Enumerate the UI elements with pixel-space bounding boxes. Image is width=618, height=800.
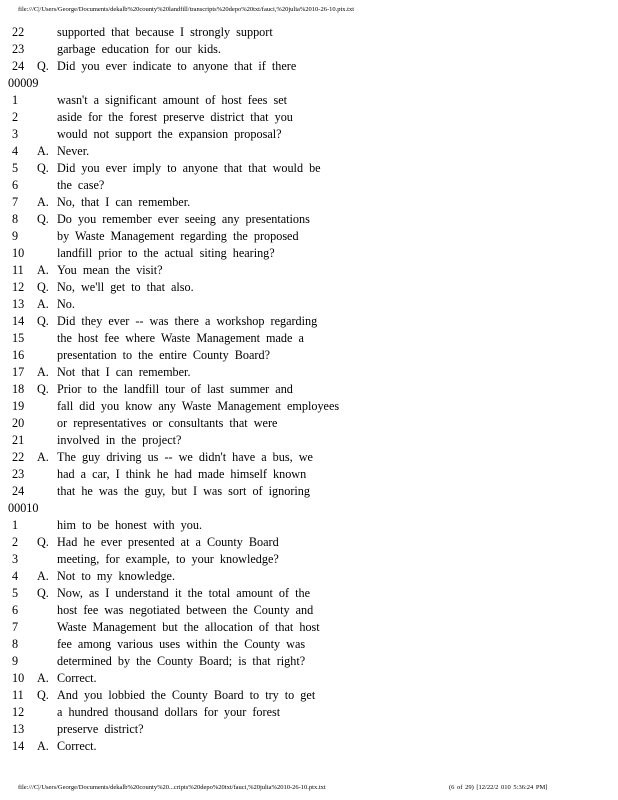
transcript-line <box>0 585 618 602</box>
line-number: 11 <box>12 688 24 702</box>
transcript-line <box>0 551 618 568</box>
transcript-line <box>0 194 618 211</box>
line-number: 5 <box>12 161 19 175</box>
transcript-line <box>0 534 618 551</box>
line-number: 5 <box>12 586 19 600</box>
header-file-path: file:///C|/Users/George/Documents/dekalb%20county%20landfill/transcripts%20depo%20txt/fauci,%20julia%2010-26-10.ptx.txt <box>18 6 355 13</box>
line-text: You mean the visit? <box>57 263 163 277</box>
speaker-label: A. <box>37 297 49 311</box>
transcript-line <box>0 313 618 330</box>
line-text: Now, as I understand it the total amount of the <box>57 586 310 600</box>
line-number: 20 <box>12 416 25 430</box>
line-text: fall did you know any Waste Management employees <box>57 399 340 413</box>
line-number: 14 <box>12 314 25 328</box>
line-text: would not support the expansion proposal? <box>57 127 282 141</box>
speaker-label: A. <box>37 195 49 209</box>
speaker-label: A. <box>37 739 49 753</box>
line-number: 16 <box>12 348 25 362</box>
line-text: Not that I can remember. <box>57 365 191 379</box>
speaker-label: Q. <box>37 161 49 175</box>
page-marker <box>0 75 618 92</box>
transcript-line <box>0 92 618 109</box>
line-number: 18 <box>12 382 25 396</box>
transcript-line <box>0 364 618 381</box>
transcript-line <box>0 483 618 500</box>
line-number: 13 <box>12 297 25 311</box>
transcript-line <box>0 381 618 398</box>
line-text: presentation to the entire County Board? <box>57 348 270 362</box>
line-number: 10 <box>12 671 25 685</box>
footer-page-info: (6 of 29) [12/22/2 010 5:36:24 PM] <box>449 784 548 791</box>
line-text: aside for the forest preserve district that you <box>57 110 293 124</box>
line-text: preserve district? <box>57 722 144 736</box>
line-number: 3 <box>12 552 19 566</box>
line-text: Prior to the landfill tour of last summer and <box>57 382 293 396</box>
speaker-label: Q. <box>37 280 49 294</box>
line-text: No. <box>57 297 75 311</box>
transcript-line <box>0 228 618 245</box>
page-marker <box>0 500 618 517</box>
transcript-line <box>0 126 618 143</box>
line-number: 2 <box>12 110 19 124</box>
line-number: 22 <box>12 450 25 464</box>
line-number: 23 <box>12 467 25 481</box>
line-number: 4 <box>12 144 19 158</box>
line-text: that he was the guy, but I was sort of ignoring <box>57 484 310 498</box>
line-text: meeting, for example, to your knowledge? <box>57 552 279 566</box>
line-text: No, we'll get to that also. <box>57 280 194 294</box>
line-text: involved in the project? <box>57 433 182 447</box>
line-number: 6 <box>12 603 19 617</box>
line-number: 1 <box>12 93 19 107</box>
transcript-line <box>0 449 618 466</box>
line-number: 3 <box>12 127 19 141</box>
line-text: the case? <box>57 178 105 192</box>
speaker-label: Q. <box>37 314 49 328</box>
transcript-line <box>0 738 618 755</box>
line-number: 4 <box>12 569 19 583</box>
line-text: Waste Management but the allocation of that host <box>57 620 320 634</box>
line-number: 19 <box>12 399 25 413</box>
line-text: by Waste Management regarding the proposed <box>57 229 299 243</box>
line-number: 21 <box>12 433 25 447</box>
line-text: Correct. <box>57 739 97 753</box>
transcript-line <box>0 347 618 364</box>
line-text: the host fee where Waste Management made a <box>57 331 304 345</box>
transcript-line <box>0 211 618 228</box>
line-number: 7 <box>12 195 19 209</box>
line-text: Did you ever imply to anyone that that would be <box>57 161 321 175</box>
line-number: 22 <box>12 25 25 39</box>
transcript-line <box>0 330 618 347</box>
transcript-line <box>0 466 618 483</box>
speaker-label: A. <box>37 144 49 158</box>
transcript-line <box>0 619 618 636</box>
transcript-line <box>0 653 618 670</box>
transcript-line <box>0 58 618 75</box>
transcript-line <box>0 670 618 687</box>
transcript-line <box>0 432 618 449</box>
line-number: 12 <box>12 705 25 719</box>
transcript-line <box>0 636 618 653</box>
speaker-label: Q. <box>37 59 49 73</box>
transcript-line <box>0 517 618 534</box>
transcript-line <box>0 398 618 415</box>
line-text: Do you remember ever seeing any presentations <box>57 212 310 226</box>
speaker-label: Q. <box>37 212 49 226</box>
line-number: 11 <box>12 263 24 277</box>
line-text: wasn't a significant amount of host fees set <box>57 93 287 107</box>
line-number: 12 <box>12 280 25 294</box>
line-text: And you lobbied the County Board to try to get <box>57 688 316 702</box>
transcript-line <box>0 160 618 177</box>
line-text: him to be honest with you. <box>57 518 202 532</box>
line-text: landfill prior to the actual siting hearing? <box>57 246 275 260</box>
line-number: 9 <box>12 654 19 668</box>
transcript-line <box>0 415 618 432</box>
line-text: host fee was negotiated between the County and <box>57 603 314 617</box>
speaker-label: A. <box>37 569 49 583</box>
line-text: Did they ever -- was there a workshop regarding <box>57 314 318 328</box>
transcript-line <box>0 24 618 41</box>
line-text: fee among various uses within the County was <box>57 637 306 651</box>
speaker-label: A. <box>37 263 49 277</box>
line-number: 13 <box>12 722 25 736</box>
transcript-line <box>0 245 618 262</box>
line-text: Never. <box>57 144 90 158</box>
line-number: 00009 <box>8 76 39 90</box>
transcript-line <box>0 41 618 58</box>
line-text: Correct. <box>57 671 97 685</box>
line-text: a hundred thousand dollars for your forest <box>57 705 281 719</box>
transcript-line <box>0 177 618 194</box>
speaker-label: Q. <box>37 586 49 600</box>
line-text: The guy driving us -- we didn't have a bus, we <box>57 450 313 464</box>
speaker-label: Q. <box>37 688 49 702</box>
line-text: Not to my knowledge. <box>57 569 175 583</box>
transcript-line <box>0 296 618 313</box>
line-text: or representatives or consultants that were <box>57 416 278 430</box>
line-number: 24 <box>12 59 25 73</box>
line-text: determined by the County Board; is that right? <box>57 654 306 668</box>
line-text: No, that I can remember. <box>57 195 191 209</box>
line-number: 15 <box>12 331 25 345</box>
footer-file-path: file:///C|/Users/George/Documents/dekalb%20county%20...cripts%20depo%20txt/fauci,%20julia%2010-26-10.ptx.txt <box>18 784 326 791</box>
line-number: 8 <box>12 212 19 226</box>
line-number: 1 <box>12 518 19 532</box>
line-number: 14 <box>12 739 25 753</box>
transcript-line <box>0 262 618 279</box>
speaker-label: A. <box>37 365 49 379</box>
transcript-body <box>0 24 618 755</box>
line-number: 6 <box>12 178 19 192</box>
transcript-line <box>0 109 618 126</box>
line-text: supported that because I strongly support <box>57 25 273 39</box>
line-number: 9 <box>12 229 19 243</box>
line-number: 00010 <box>8 501 39 515</box>
transcript-line <box>0 687 618 704</box>
transcript-line <box>0 721 618 738</box>
speaker-label: Q. <box>37 535 49 549</box>
line-number: 2 <box>12 535 19 549</box>
line-number: 17 <box>12 365 25 379</box>
line-text: Had he ever presented at a County Board <box>57 535 279 549</box>
line-number: 10 <box>12 246 25 260</box>
line-text: Did you ever indicate to anyone that if there <box>57 59 297 73</box>
transcript-line <box>0 568 618 585</box>
speaker-label: Q. <box>37 382 49 396</box>
transcript-line <box>0 143 618 160</box>
transcript-line <box>0 279 618 296</box>
line-number: 23 <box>12 42 25 56</box>
speaker-label: A. <box>37 450 49 464</box>
line-text: had a car, I think he had made himself known <box>57 467 307 481</box>
line-text: garbage education for our kids. <box>57 42 221 56</box>
transcript-line <box>0 602 618 619</box>
line-number: 7 <box>12 620 19 634</box>
line-number: 24 <box>12 484 25 498</box>
speaker-label: A. <box>37 671 49 685</box>
transcript-line <box>0 704 618 721</box>
line-number: 8 <box>12 637 19 651</box>
